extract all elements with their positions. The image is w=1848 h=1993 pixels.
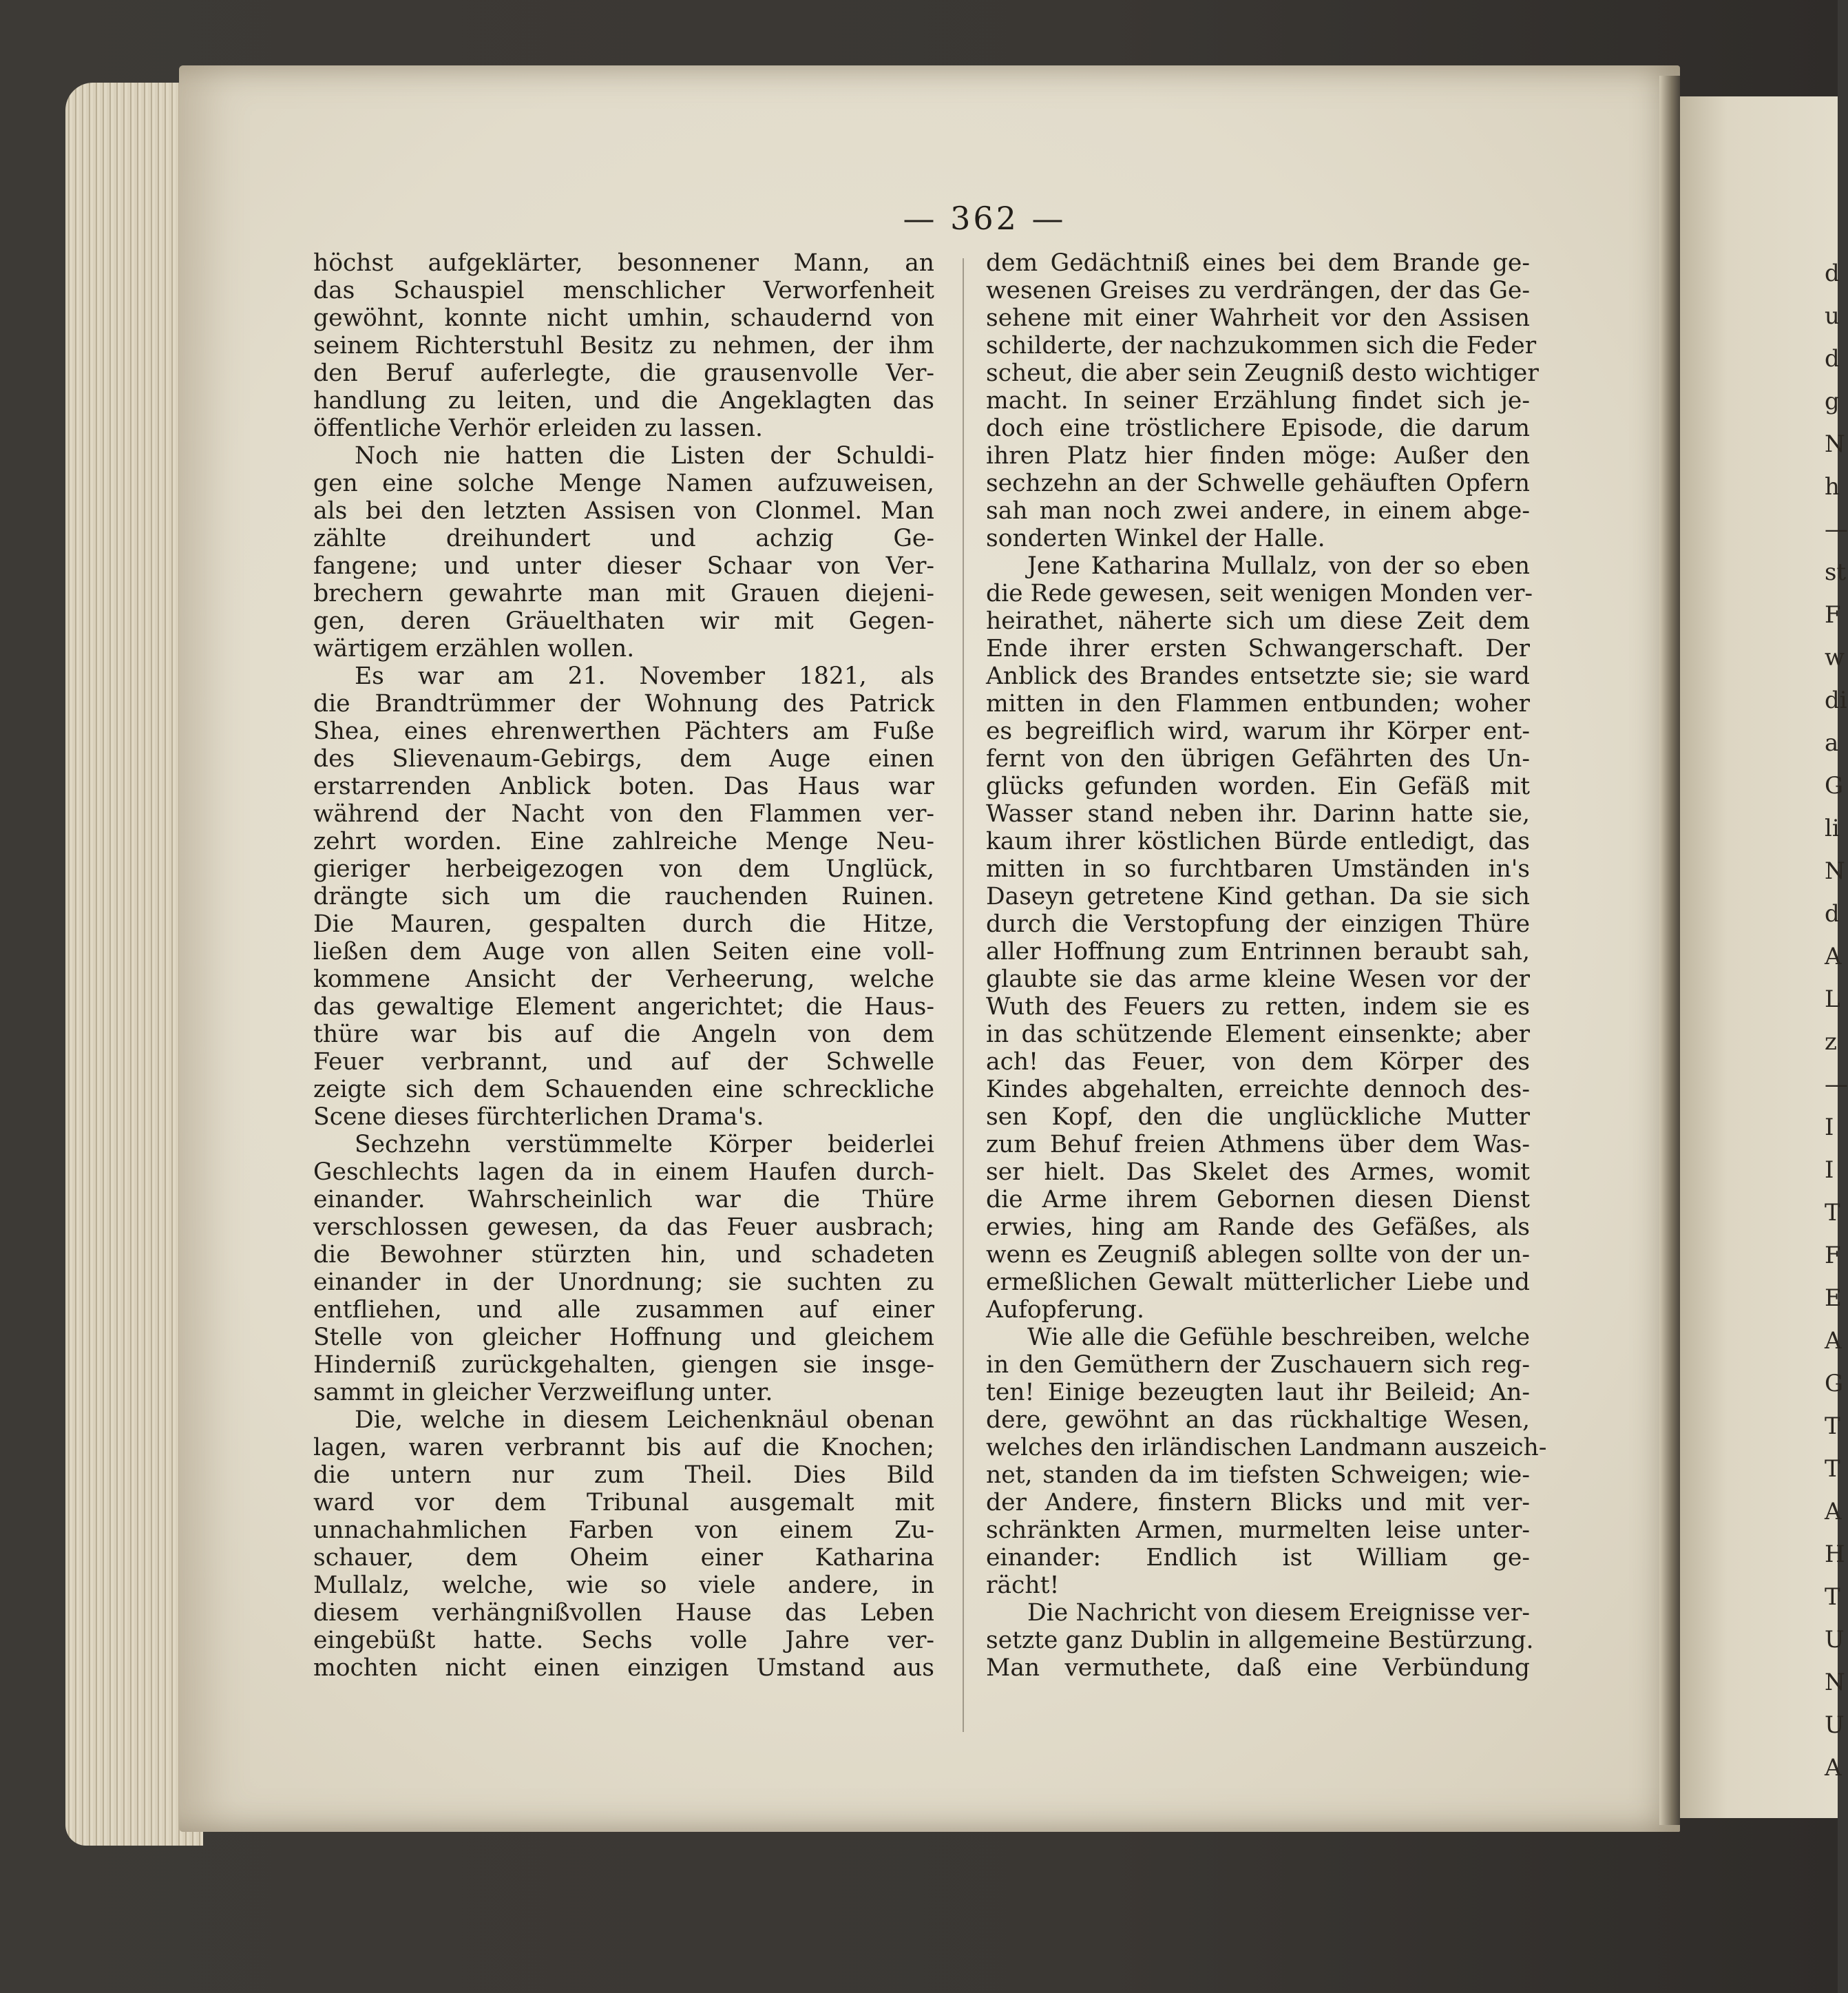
facing-page-fragment: d [1825,345,1840,373]
left-column-line: Feuer verbrannt, und auf der Schwelle [313,1048,934,1076]
facing-page-fragment: A [1825,1754,1842,1782]
left-column-line: sammt in gleicher Verzweiflung unter. [313,1379,773,1406]
facing-page-fragment: g [1825,388,1840,415]
left-column-line: wärtigem erzählen wollen. [313,635,635,662]
facing-page-fragment: I [1825,1156,1834,1184]
left-column-line: zählte dreihundert und achzig Ge- [313,525,934,552]
right-column-line: aller Hoffnung zum Entrinnen beraubt sah, [986,938,1530,966]
right-column-line: es begreiflich wird, warum ihr Körper ent- [986,718,1530,745]
facing-page-fragment: H [1825,1541,1845,1568]
left-column-line: lagen, waren verbrannt bis auf die Knochen; [313,1434,934,1461]
right-column-line: Wie alle die Gefühle beschreiben, welche [1027,1324,1530,1351]
column-divider [963,258,964,1732]
facing-page-fragment: A [1825,943,1842,970]
right-column-line: ermeßlichen Gewalt mütterlicher Liebe und [986,1269,1530,1296]
left-column-line: fangene; und unter dieser Schaar von Ver- [313,552,934,580]
left-column-line: kommene Ansicht der Verheerung, welche [313,966,934,993]
left-column-line: unnachahmlichen Farben von einem Zu- [313,1516,934,1544]
left-column-line: die Brandtrümmer der Wohnung des Patrick [313,690,934,718]
facing-page-fragment: N [1825,430,1845,458]
left-column-line: entfliehen, und alle zusammen auf einer [313,1296,934,1324]
facing-page-fragment: E [1825,1284,1842,1312]
facing-page-fragment: I [1825,1114,1834,1141]
right-column-line: glücks gefunden worden. Ein Gefäß mit [986,773,1530,800]
right-column-line: sonderten Winkel der Halle. [986,525,1325,552]
right-column-line: sechzehn an der Schwelle gehäuften Opfern [986,470,1530,497]
facing-page-fragment: w [1825,644,1845,671]
left-column-line: Noch nie hatten die Listen der Schuldi- [355,442,934,470]
left-column-line: zehrt worden. Eine zahlreiche Menge Neu- [313,828,934,855]
left-column-line: mochten nicht einen einzigen Umstand aus [313,1654,934,1682]
facing-page-fragment: F [1825,601,1841,629]
right-column-line: mitten in den Flammen entbunden; woher [986,690,1530,718]
right-column-line: in den Gemüthern der Zuschauern sich reg- [986,1351,1530,1379]
right-column-line: glaubte sie das arme kleine Wesen vor der [986,966,1530,993]
left-column-line: das gewaltige Element angerichtet; die Haus- [313,993,934,1021]
right-column-line: sen Kopf, den die unglückliche Mutter [986,1103,1530,1131]
right-column-line: heirathet, näherte sich um diese Zeit dem [986,607,1530,635]
right-column-line: scheut, die aber sein Zeugniß desto wichtiger [986,359,1539,387]
facing-page-fragment: T [1825,1583,1840,1611]
left-column-line: Geschlechts lagen da in einem Haufen durch- [313,1158,934,1186]
facing-page-fragment: st [1825,559,1847,586]
facing-page-fragment: U [1825,1626,1845,1653]
right-column-line: welches den irländischen Landmann auszeich- [986,1434,1547,1461]
facing-page-fragment: li [1825,815,1840,842]
left-column-line: erstarrenden Anblick boten. Das Haus war [313,773,934,800]
left-column-line: das Schauspiel menschlicher Verworfenheit [313,277,934,304]
left-column-line: höchst aufgeklärter, besonnener Mann, an [313,249,934,277]
left-column-line: gieriger herbeigezogen von dem Unglück, [313,855,934,883]
right-column-line: doch eine tröstlichere Episode, die darum [986,415,1530,442]
right-column-line: setzte ganz Dublin in allgemeine Bestürzung. [986,1627,1534,1654]
facing-page-fragment: L [1825,985,1840,1013]
right-column-line: durch die Verstopfung der einzigen Thüre [986,910,1530,938]
right-column-line: macht. In seiner Erzählung findet sich je- [986,387,1530,415]
left-column-line: Scene dieses fürchterlichen Drama's. [313,1103,764,1131]
right-column-line: ten! Einige bezeugten laut ihr Beileid; An- [986,1379,1530,1406]
left-column-line: gewöhnt, konnte nicht umhin, schaudernd von [313,304,934,332]
right-column-line: die Arme ihrem Gebornen diesen Dienst [986,1186,1530,1213]
left-column-line: gen, deren Gräuelthaten wir mit Gegen- [313,607,934,635]
facing-page-fragment: d [1825,900,1840,928]
facing-page-fragment: N [1825,857,1845,885]
left-column-line: eingebüßt hatte. Sechs volle Jahre ver- [313,1627,934,1654]
right-column-line: zum Behuf freien Athmens über dem Was- [986,1131,1530,1158]
right-column-line: Aufopferung. [986,1296,1144,1324]
left-column-line: gen eine solche Menge Namen aufzuweisen, [313,470,934,497]
right-column-line: Daseyn getretene Kind gethan. Da sie sich [986,883,1530,910]
facing-page [1680,96,1848,1818]
left-column-line: ließen dem Auge von allen Seiten eine voll- [313,938,934,966]
right-column-line: Anblick des Brandes entsetzte sie; sie ward [986,662,1530,690]
left-column-line: drängte sich um die rauchenden Ruinen. [313,883,934,910]
right-column-line: mitten in so furchtbaren Umständen in's [986,855,1530,883]
right-column-line: einander: Endlich ist William ge- [986,1544,1530,1572]
right-column-line: ihren Platz hier finden möge: Außer den [986,442,1530,470]
facing-page-fragment: A [1825,1498,1842,1525]
right-column-line: dere, gewöhnt an das rückhaltige Wesen, [986,1406,1530,1434]
right-column-line: Kindes abgehalten, erreichte dennoch des- [986,1076,1530,1103]
left-column-line: einander in der Unordnung; sie suchten zu [313,1269,934,1296]
facing-page-fragment: — [1825,516,1848,543]
right-column-line: Jene Katharina Mullalz, von der so eben [1027,552,1530,580]
book-gutter [1659,76,1680,1825]
right-column-line: kaum ihrer köstlichen Bürde entledigt, das [986,828,1530,855]
right-column-line: fernt von den übrigen Gefährten des Un- [986,745,1530,773]
left-column-line: Es war am 21. November 1821, als [355,662,934,690]
facing-page-fragment: d [1825,260,1840,287]
left-column-line: Sechzehn verstümmelte Körper beiderlei [355,1131,934,1158]
facing-page-fragment: A [1825,1327,1842,1355]
left-column [313,249,934,1682]
left-column-line: als bei den letzten Assisen von Clonmel. Man [313,497,934,525]
facing-page-fragment: N [1825,1669,1845,1696]
right-column-line: Ende ihrer ersten Schwangerschaft. Der [986,635,1530,662]
facing-page-fragment: T [1825,1412,1840,1440]
left-column-line: brechern gewahrte man mit Grauen diejeni- [313,580,934,607]
facing-page-fragment: F [1825,1242,1841,1269]
right-column-line: schilderte, der nachzukommen sich die Feder [986,332,1537,359]
right-column-line: schränkten Armen, murmelten leise unter- [986,1516,1530,1544]
right-column-line: ach! das Feuer, von dem Körper des [986,1048,1530,1076]
facing-page-fragment: h [1825,473,1840,501]
facing-page-fragment: G [1825,1370,1844,1397]
left-column-line: Stelle von gleicher Hoffnung und gleichem [313,1324,934,1351]
left-column-line: ward vor dem Tribunal ausgemalt mit [313,1489,934,1516]
right-column-line: Wasser stand neben ihr. Darinn hatte sie, [986,800,1530,828]
facing-page-fragment: u [1825,302,1840,330]
left-column-line: einander. Wahrscheinlich war die Thüre [313,1186,934,1213]
right-column-line: Man vermuthete, daß eine Verbündung [986,1654,1530,1682]
right-column-line: rächt! [986,1572,1060,1599]
facing-page-fragment: U [1825,1711,1845,1739]
left-column-line: verschlossen gewesen, da das Feuer ausbrach; [313,1213,934,1241]
facing-page-fragment: T [1825,1455,1840,1483]
facing-page-fragment: a [1825,729,1839,757]
right-column-line: sehene mit einer Wahrheit vor den Assisen [986,304,1530,332]
right-column-line: erwies, hing am Rande des Gefäßes, als [986,1213,1530,1241]
right-column [986,249,1547,1682]
left-column-line: öffentliche Verhör erleiden zu lassen. [313,415,763,442]
left-column-line: handlung zu leiten, und die Angeklagten das [313,387,934,415]
right-column-line: sah man noch zwei andere, in einem abge- [986,497,1530,525]
right-column-line: net, standen da im tiefsten Schweigen; wie- [986,1461,1530,1489]
right-column-line: dem Gedächtniß eines bei dem Brande ge- [986,249,1530,277]
left-column-line: diesem verhängnißvollen Hause das Leben [313,1599,934,1627]
facing-page-fragment: di [1825,687,1847,714]
left-column-line: Mullalz, welche, wie so viele andere, in [313,1572,934,1599]
facing-page-fragment: z [1825,1028,1837,1056]
facing-page-fragment: G [1825,772,1844,800]
left-column-line: thüre war bis auf die Angeln von dem [313,1021,934,1048]
left-column-line: Die Mauren, gespalten durch die Hitze, [313,910,934,938]
right-column-line: wenn es Zeugniß ablegen sollte von der un- [986,1241,1530,1269]
left-column-line: Hinderniß zurückgehalten, giengen sie insge- [313,1351,934,1379]
left-column-line: schauer, dem Oheim einer Katharina [313,1544,934,1572]
left-column-line: die untern nur zum Theil. Dies Bild [313,1461,934,1489]
right-column-line: der Andere, finstern Blicks und mit ver- [986,1489,1530,1516]
right-column-line: ser hielt. Das Skelet des Armes, womit [986,1158,1530,1186]
left-column-line: des Slievenaum-Gebirgs, dem Auge einen [313,745,934,773]
facing-page-fragment: T [1825,1199,1840,1227]
right-column-line: Wuth des Feuers zu retten, indem sie es [986,993,1530,1021]
right-column-line: die Rede gewesen, seit wenigen Monden ver- [986,580,1533,607]
left-column-line: während der Nacht von den Flammen ver- [313,800,934,828]
page-number: — 362 — [903,200,1067,237]
right-column-line: in das schützende Element einsenkte; aber [986,1021,1530,1048]
left-column-line: seinem Richterstuhl Besitz zu nehmen, der ihm [313,332,934,359]
left-column-line: den Beruf auferlegte, die grausenvolle Ver- [313,359,934,387]
left-column-line: zeigte sich dem Schauenden eine schreckliche [313,1076,934,1103]
left-column-line: Die, welche in diesem Leichenknäul obenan [355,1406,934,1434]
left-column-line: die Bewohner stürzten hin, und schadeten [313,1241,934,1269]
facing-page-fragment: — [1825,1071,1848,1098]
right-column-line: Die Nachricht von diesem Ereignisse ver- [1027,1599,1530,1627]
left-column-line: Shea, eines ehrenwerthen Pächters am Fuße [313,718,934,745]
right-column-line: wesenen Greises zu verdrängen, der das Ge- [986,277,1530,304]
